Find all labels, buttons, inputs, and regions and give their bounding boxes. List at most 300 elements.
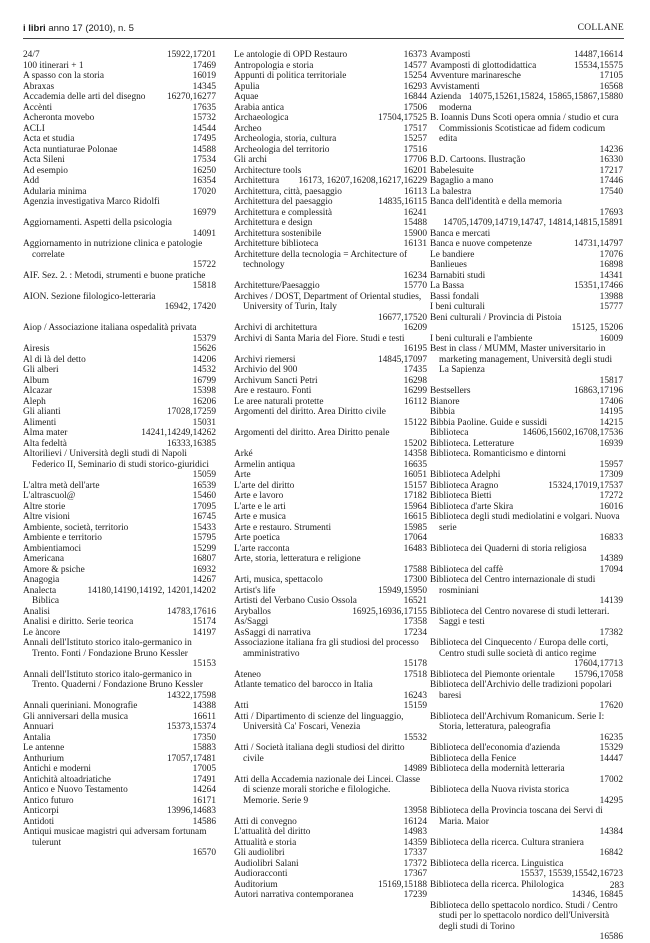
entry-title: Antichi e moderni: [23, 764, 91, 774]
entry-title: Alimenti: [23, 417, 57, 428]
index-entry: [430, 50, 623, 61]
entry-title: Le aree naturali protette: [234, 396, 324, 407]
entry-title: Archivi di architettura: [234, 323, 318, 333]
entry-numbers: 15324,17019,17537: [548, 480, 623, 491]
index-entry: [234, 71, 427, 82]
entry-numbers: 16235: [599, 732, 623, 743]
entry-numbers: 15626: [192, 344, 216, 354]
entry-numbers: 16863,17196: [573, 386, 623, 396]
index-entry: [234, 229, 427, 240]
entry-title: Audiolibri Salani: [234, 858, 299, 869]
index-entry: [430, 491, 623, 502]
index-entry: [234, 512, 427, 523]
entry-numbers: 14532: [192, 365, 216, 375]
entry-title: Antichità altoadriatiche: [23, 774, 111, 785]
entry-numbers: 16586: [599, 932, 623, 942]
index-entry: [430, 281, 623, 292]
index-entry: [430, 880, 623, 901]
entry-numbers: 17300: [403, 575, 427, 585]
entry-numbers: 14180,14190,14192, 14201,14202: [87, 585, 216, 596]
entry-numbers: 17358: [403, 617, 427, 627]
entry-numbers: 15059: [192, 470, 216, 480]
entry-title: Accènti: [23, 102, 53, 113]
index-entry: [234, 355, 427, 366]
index-entry: [23, 701, 216, 712]
entry-numbers: 17005: [192, 764, 216, 774]
entry-title: Le bandiere: [430, 249, 475, 260]
entry-title: Avamposti: [430, 50, 471, 60]
entry-numbers: 16019: [192, 71, 216, 81]
index-entry: [23, 134, 216, 145]
index-entry: [234, 838, 427, 849]
index-entry: [234, 680, 427, 701]
index-entry: [234, 155, 427, 166]
entry-title: Autori narrativa contemporanea: [234, 890, 354, 900]
entry-title: L'arte del diritto: [234, 480, 295, 491]
entry-numbers: 17620: [599, 701, 623, 711]
entry-title: Biblioteca della ricerca. Cultura straniera: [430, 837, 584, 848]
entry-numbers: 16635: [403, 459, 427, 470]
entry-numbers: 14845,17097: [377, 354, 427, 365]
index-entry: [23, 796, 216, 807]
entry-numbers: 14139: [599, 596, 623, 606]
entry-title: Biblioteca della Nuova rivista storica: [430, 785, 570, 795]
index-entry: [234, 491, 427, 502]
index-entry: [23, 565, 216, 576]
entry-title: Ad esempio: [23, 165, 68, 176]
issue-info: anno 17 (2010), n. 5: [45, 23, 134, 34]
running-header: [23, 23, 624, 37]
index-entry: [234, 502, 427, 513]
entry-numbers: 16354: [192, 176, 216, 186]
index-entry: [430, 544, 623, 565]
entry-title: Biblioteca Adelphi: [430, 470, 501, 480]
index-entry: [23, 754, 216, 765]
entry-numbers: 16201: [403, 165, 427, 176]
entry-title: Biblioteca. Letterature: [430, 438, 515, 449]
index-entry: [23, 82, 216, 93]
entry-numbers: 15922,17201: [166, 50, 216, 60]
entry-numbers: 17272: [599, 491, 623, 501]
entry-title: Archeologia, storia, cultura: [234, 134, 337, 144]
index-entry: [23, 71, 216, 82]
entry-numbers: 16745: [192, 512, 216, 522]
index-entry: [23, 176, 216, 187]
journal-issue: [23, 23, 134, 34]
entry-title: B.D. Cartoons. Ilustração: [430, 155, 526, 165]
entry-title: Associazione italiana fra gli studiosi del processo amministrativo: [234, 638, 419, 659]
entry-title: Banca e nuove competenze: [430, 239, 532, 249]
entry-title: Le antologie di OPD Restauro: [234, 50, 348, 60]
entry-title: Audioracconti: [234, 869, 288, 879]
entry-title: Bibbia: [430, 407, 455, 417]
entry-title: Agenzia investigativa Marco Ridolfi: [23, 197, 160, 207]
entry-title: Antiqui musicae magistri qui adversam fortunam tulerunt: [23, 827, 207, 848]
entry-title: Alma mater: [23, 428, 68, 438]
entry-numbers: 17588: [403, 564, 427, 575]
entry-title: Antidoti: [23, 816, 55, 827]
index-entry: [234, 61, 427, 72]
entry-title: Gli archi: [234, 155, 267, 165]
entry-title: Gli alberi: [23, 365, 59, 375]
entry-numbers: 15957: [599, 459, 623, 470]
entry-numbers: 16570: [192, 848, 216, 858]
entry-title: L'attualità del diritto: [234, 827, 311, 837]
entry-title: Abraxas: [23, 81, 55, 92]
entry-numbers: 16615: [403, 512, 427, 522]
index-entry: [234, 218, 427, 229]
entry-numbers: 15883: [192, 743, 216, 753]
entry-numbers: 16330: [599, 155, 623, 165]
index-entry: [430, 418, 623, 429]
index-entry: [23, 722, 216, 733]
entry-title: Biblioteca dell'economia d'azienda: [430, 743, 560, 753]
entry-title: Bassi fondali: [430, 291, 480, 302]
entry-title: Biblioteca d'arte Skira: [430, 501, 514, 512]
index-entry: [234, 554, 427, 575]
index-entry: [23, 491, 216, 502]
index-entry: [430, 575, 623, 607]
entry-title: Analisi e diritto. Serie teorica: [23, 617, 134, 627]
entry-numbers: 16833: [599, 533, 623, 543]
index-entry: [234, 712, 427, 744]
entry-numbers: 15254: [403, 71, 427, 81]
index-entry: [23, 365, 216, 376]
entry-numbers: 17518: [403, 669, 427, 680]
entry-numbers: 17435: [403, 365, 427, 375]
entry-title: Aleph: [23, 396, 46, 407]
entry-title: Alta fedeltà: [23, 438, 67, 449]
entry-title: Antico futuro: [23, 795, 74, 806]
entry-title: Atlante tematico del barocco in Italia: [234, 680, 373, 690]
entry-title: 24/7: [23, 50, 40, 60]
index-entry: [234, 386, 427, 397]
entry-numbers: 17382: [599, 627, 623, 638]
entry-numbers: 14359: [403, 837, 427, 848]
index-entry: [234, 292, 427, 324]
entry-numbers: 14322,17598: [166, 690, 216, 701]
index-entry: [430, 838, 623, 859]
index-entry: [234, 523, 427, 534]
entry-title: Adularia minima: [23, 186, 87, 197]
index-entry: [23, 50, 216, 61]
entry-numbers: 17076: [599, 249, 623, 260]
index-entry: [234, 407, 427, 428]
index-entry: [23, 827, 216, 859]
entry-title: Altre visioni: [23, 512, 70, 522]
entry-title: Altre storie: [23, 501, 66, 512]
index-entry: [430, 292, 623, 303]
entry-numbers: 16539: [192, 480, 216, 491]
index-entry: [23, 533, 216, 544]
index-entry: [234, 775, 427, 817]
entry-title: Aquae: [234, 92, 259, 102]
entry-numbers: 15964: [403, 501, 427, 512]
index-entry: [430, 239, 623, 250]
entry-numbers: 16241: [403, 207, 427, 218]
entry-title: Ambientiamoci: [23, 543, 82, 554]
index-entry: [23, 617, 216, 628]
entry-numbers: 15534,15575: [573, 60, 623, 71]
index-entry: [234, 166, 427, 177]
entry-title: Biblioteca della ricerca. Linguistica: [430, 858, 564, 869]
entry-title: Annali dell'Istituto storico italo-germanico in Trento. Quaderni / Fondazione Bruno Kessler: [23, 669, 203, 690]
index-entry: [234, 470, 427, 481]
entry-title: Biblioteca del Centro novarese di studi letterari. Saggi e testi: [430, 606, 610, 627]
index-entry: [234, 670, 427, 681]
entry-numbers: 17002: [599, 774, 623, 785]
entry-numbers: 15157: [403, 480, 427, 491]
index-entry: [430, 113, 623, 155]
index-column-1: [23, 50, 216, 859]
index-entry: [23, 785, 216, 796]
index-entry: [23, 218, 216, 239]
entry-title: Auditorium: [234, 879, 278, 890]
journal-title: i libri: [23, 23, 46, 34]
entry-numbers: 15818: [192, 281, 216, 291]
index-entry: [430, 166, 623, 177]
entry-title: Biblioteca della Provincia toscana dei Servi di Maria. Maior: [430, 806, 603, 827]
entry-numbers: 17028,17259: [166, 407, 216, 417]
entry-title: Bibbia Paoline. Guide e sussidi: [430, 417, 548, 428]
entry-title: Banca e mercati: [430, 228, 491, 239]
entry-title: Arte: [234, 470, 251, 480]
entry-numbers: 15125, 15206: [571, 323, 623, 333]
index-entry: [430, 197, 623, 218]
entry-title: Aggiornamenti. Aspetti della psicologia: [23, 218, 172, 228]
index-entry: [234, 743, 427, 775]
entry-title: La Bassa: [430, 281, 464, 291]
index-entry: [234, 134, 427, 145]
index-entry: [23, 386, 216, 397]
index-entry: [430, 428, 623, 439]
index-entry: [23, 481, 216, 492]
entry-numbers: 17350: [192, 732, 216, 743]
index-entry: [430, 313, 623, 334]
entry-numbers: 16807: [192, 554, 216, 564]
index-entry: [23, 376, 216, 387]
index-entry: [234, 848, 427, 859]
entry-numbers: 17372: [403, 858, 427, 869]
entry-numbers: 15174: [192, 617, 216, 627]
entry-numbers: 16898: [599, 260, 623, 270]
entry-title: Babelesuite: [430, 165, 474, 176]
entry-title: Antico e Nuovo Testamento: [23, 785, 128, 795]
entry-numbers: 17057,17481: [166, 753, 216, 764]
index-entry: [234, 82, 427, 93]
entry-title: Annali queriniani. Monografie: [23, 701, 138, 711]
entry-numbers: 13988: [599, 291, 623, 302]
entry-numbers: 14091: [192, 228, 216, 239]
index-entry: [23, 439, 216, 450]
index-entry: [430, 754, 623, 765]
index-entry: [23, 512, 216, 523]
entry-title: Banlieues: [430, 260, 467, 270]
index-entry: [23, 743, 216, 754]
entry-title: Azienda moderna: [430, 92, 472, 113]
index-entry: [23, 523, 216, 534]
entry-title: Architettura del paesaggio: [234, 197, 333, 207]
entry-title: Arte poetica: [234, 533, 280, 543]
entry-title: Archivum Sancti Petri: [234, 375, 318, 386]
entry-numbers: 15949,15950: [377, 585, 427, 596]
entry-numbers: 16250: [192, 165, 216, 176]
entry-numbers: 15159: [403, 701, 427, 711]
entry-title: B. Ioannis Duns Scoti opera omnia / studio et cura Commissionis Scotisticae ad fidem codicum edita: [430, 113, 619, 144]
entry-numbers: 15460: [192, 491, 216, 501]
entry-title: Biblioteca del caffè: [430, 564, 503, 575]
entry-title: L'altra metà dell'arte: [23, 480, 100, 491]
entry-numbers: 17540: [599, 186, 623, 197]
index-entry: [430, 449, 623, 470]
index-entry: [23, 607, 216, 618]
entry-numbers: 15488: [403, 218, 427, 228]
entry-title: Acheronta movebo: [23, 113, 95, 123]
entry-numbers: 16293: [403, 81, 427, 92]
entry-numbers: 17516: [403, 144, 427, 155]
index-entry: [234, 701, 427, 712]
entry-title: I beni culturali e l'ambiente: [430, 333, 533, 344]
entry-numbers: 17506: [403, 102, 427, 113]
entry-title: Bianore: [430, 396, 460, 407]
entry-title: Antalia: [23, 732, 51, 743]
entry-title: Aggiornamento in nutrizione clinica e patologie correlate: [23, 239, 203, 260]
index-entry: [23, 92, 216, 103]
index-entry: [23, 586, 216, 607]
index-entry: [234, 869, 427, 880]
index-entry: [23, 397, 216, 408]
index-column-3: [430, 50, 623, 943]
index-entry: [23, 428, 216, 439]
entry-numbers: 17095: [192, 501, 216, 512]
entry-title: Le antenne: [23, 743, 65, 753]
index-entry: [430, 250, 623, 261]
entry-numbers: 15795: [192, 533, 216, 543]
entry-numbers: 14241,14249,14262: [141, 428, 216, 438]
entry-numbers: 17491: [192, 774, 216, 785]
index-entry: [23, 638, 216, 670]
entry-numbers: 15770: [403, 281, 427, 291]
entry-title: Add: [23, 176, 40, 186]
entry-numbers: 16842: [599, 848, 623, 858]
entry-title: Acta Sileni: [23, 155, 65, 165]
entry-numbers: 16611: [192, 711, 216, 722]
index-entry: [23, 155, 216, 166]
entry-numbers: 17094: [599, 564, 623, 575]
entry-numbers: 15257: [403, 134, 427, 144]
entry-numbers: 17446: [599, 176, 623, 186]
entry-title: Gli anniversari della musica: [23, 711, 129, 722]
entry-numbers: 16925,16936,17155: [352, 606, 427, 617]
entry-title: Biblioteca dell'Archivio delle tradizioni popolari baresi: [430, 680, 612, 701]
entry-numbers: 16932: [192, 564, 216, 575]
index-entry: [234, 365, 427, 376]
entry-numbers: 15722: [192, 260, 216, 270]
entry-title: La balestra: [430, 186, 472, 197]
entry-numbers: 13996,14683: [166, 806, 216, 816]
entry-title: Analisi: [23, 606, 50, 617]
entry-numbers: 15122: [403, 417, 427, 428]
entry-numbers: 14206: [192, 354, 216, 365]
entry-title: Architecture tools: [234, 165, 302, 176]
index-entry: [23, 764, 216, 775]
index-entry: [23, 575, 216, 586]
index-entry: [234, 890, 427, 901]
entry-numbers: 16270,16277: [166, 92, 216, 102]
entry-numbers: 17367: [403, 869, 427, 879]
entry-title: Acta nuntiaturae Polonae: [23, 144, 118, 155]
entry-numbers: 15433: [192, 522, 216, 533]
index-entry: [430, 155, 623, 166]
index-entry: [23, 407, 216, 418]
entry-numbers: 15398: [192, 386, 216, 396]
index-entry: [430, 407, 623, 418]
entry-numbers: 14731,14797: [573, 239, 623, 249]
entry-title: I beni culturali: [430, 302, 486, 312]
entry-numbers: 15031: [192, 417, 216, 428]
entry-numbers: 15900: [403, 228, 427, 239]
entry-numbers: 16131: [403, 239, 427, 249]
entry-numbers: 14075,15261,15824, 15865,15867,15880: [468, 92, 623, 102]
entry-title: Anticorpi: [23, 806, 59, 816]
entry-numbers: 16173, 16207,16208,16217,16229: [298, 176, 427, 186]
entry-title: Al di là del detto: [23, 354, 86, 365]
entry-title: Beni culturali / Provincia di Pistoia: [430, 312, 562, 323]
index-entry: [234, 607, 427, 618]
index-entry: [23, 628, 216, 639]
index-entry: [234, 113, 427, 124]
entry-title: Barnabiti studi: [430, 270, 486, 281]
index-entry: [234, 817, 427, 828]
entry-numbers: 14447: [599, 753, 623, 764]
entry-numbers: 14345: [192, 81, 216, 92]
entry-numbers: 15299: [192, 543, 216, 554]
entry-numbers: 14236: [599, 144, 623, 155]
entry-numbers: 15817: [599, 375, 623, 386]
entry-numbers: 14267: [192, 575, 216, 585]
entry-numbers: 14783,17616: [166, 606, 216, 617]
entry-title: Argomenti del diritto. Area Diritto civile: [234, 407, 386, 417]
entry-title: Biblioteca degli studi mediolatini e volgari. Nuova serie: [430, 512, 620, 533]
index-entry: [430, 61, 623, 72]
entry-title: Bagaglio a mano: [430, 176, 494, 186]
entry-numbers: 16333,16385: [166, 438, 216, 449]
entry-numbers: 16299: [403, 386, 427, 396]
entry-numbers: 15202: [403, 438, 427, 449]
entry-title: Are e restauro. Fonti: [234, 386, 312, 396]
entry-title: Architettura e complessità: [234, 207, 333, 218]
entry-numbers: 15153: [192, 659, 216, 669]
entry-title: Anagogia: [23, 575, 60, 585]
entry-numbers: 15169,15188: [377, 879, 427, 890]
index-entry: [234, 376, 427, 387]
entry-numbers: 17517: [403, 123, 427, 134]
index-entry: [23, 103, 216, 114]
entry-numbers: 14586: [192, 816, 216, 827]
index-entry: [234, 596, 427, 607]
entry-title: Arabia antica: [234, 102, 285, 113]
entry-numbers: 16124: [403, 816, 427, 827]
entry-numbers: 14989: [403, 764, 427, 774]
index-entry: [234, 334, 427, 355]
entry-title: Anthurium: [23, 753, 65, 764]
entry-numbers: 14544: [192, 123, 216, 134]
entry-numbers: 16483: [403, 543, 427, 554]
entry-numbers: 13958: [403, 806, 427, 816]
entry-title: Biblioteca. Romanticismo e dintorni: [430, 449, 566, 459]
index-entry: [234, 124, 427, 135]
entry-numbers: 16677,17520: [377, 312, 427, 323]
